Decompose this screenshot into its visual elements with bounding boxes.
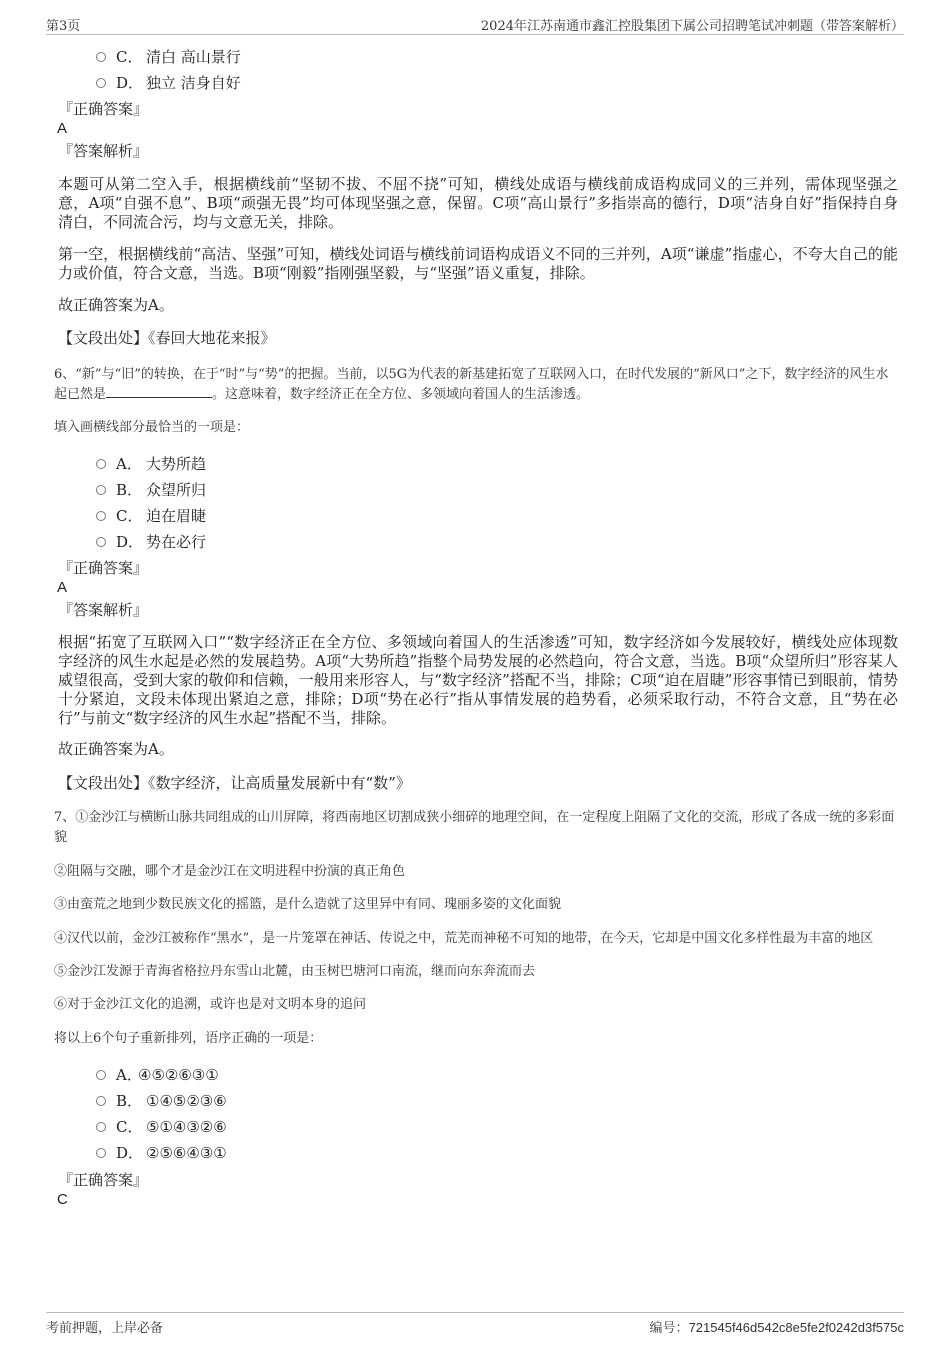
q5-answer: A — [57, 120, 68, 137]
q6-option-a[interactable]: A． 大势所趋 — [96, 454, 206, 474]
radio-icon[interactable] — [96, 537, 106, 547]
q7-answer: C — [57, 1191, 68, 1208]
radio-icon[interactable] — [96, 78, 106, 88]
radio-icon[interactable] — [96, 1148, 106, 1158]
q5-source: 【文段出处】《春回大地花来报》 — [58, 329, 276, 347]
q6-analysis-label: 『答案解析』 — [58, 601, 149, 619]
q7-option-c[interactable]: C． ⑤①④③②⑥ — [96, 1117, 227, 1137]
q7-sentence-1: 7、①金沙江与横断山脉共同组成的山川屏障，将西南地区切割成狭小细碎的地理空间，在一定程度上阻隔了文化的交流，形成了各成一统的多彩面貌 — [54, 810, 895, 845]
q5-analysis-paragraph: 第一空，根据横线前“高洁、坚强”可知，横线处词语与横线前词语构成语义不同的三并列，A项“谦虚”指虚心，不夸大自己的能力或价值，符合文意，当选。B项“刚毅”指刚强坚毅，与“坚强”语义重复，排除。 — [58, 245, 898, 282]
q5-analysis-label: 『答案解析』 — [58, 142, 149, 160]
footer-slogan: 考前押题，上岸必备 — [46, 1321, 164, 1336]
q6-conclusion: 故正确答案为A。 — [58, 740, 174, 758]
document-title: 2024年江苏南通市鑫汇控股集团下属公司招聘笔试冲刺题（带答案解析） — [480, 19, 904, 34]
q7-prompt: 将以上6个句子重新排列，语序正确的一项是： — [54, 1031, 323, 1046]
q6-analysis-paragraph: 根据“拓宽了互联网入口”“数字经济正在全方位、多领域向着国人的生活渗透”可知，数字经济如今发展较好，横线处应体现数字经济的风生水起是必然的发展趋势。A项“大势所趋”指整个局势发展的必然趋向，符合文意，当选。B项“众望所归”形容某人威望很高，受到大家的敬仰和信赖，一般用来形容人，与“数字经济”搭配不当，排除；C项“迫在眉睫”形容事情已到眼前，情势十分紧迫，文段未体现出紧迫之意，排除；D项“势在必行”指从事情发展的趋势看，必须采取行动，不符合文意，且“势在必行”与前文“数字经济的风生水起”搭配不当，排除。 — [58, 633, 898, 727]
q5-option-d[interactable]: D． 独立 洁身自好 — [96, 73, 241, 93]
q6-option-b[interactable]: B． 众望所归 — [96, 480, 206, 500]
q7-sentence-5: ⑤金沙江发源于青海省格拉丹东雪山北麓，由玉树巴塘河口南流，继而向东奔流而去 — [54, 964, 536, 979]
q5-analysis-paragraph: 本题可从第二空入手，根据横线前“坚韧不拔、不屈不挠”可知，横线处成语与横线前成语构成同义的三并列，需体现坚强之意，A项“自强不息”、B项“顽强无畏”均可体现坚强之意，保留。C项“高山景行”多指崇高的德行，D项“洁身自好”指保持自身清白，不同流合污，均与文意无关，排除。 — [58, 175, 898, 231]
q6-stem: 6、“新”与“旧”的转换，在于“时”与“势”的把握。当前，以5G为代表的新基建拓宽了互联网入口，在时代发展的“新风口”之下，数字经济的风生水起已然是 。这意味着，数字经济正在全方位、多领域向着国人的生活渗透。 — [54, 367, 889, 402]
radio-icon[interactable] — [96, 1096, 106, 1106]
radio-icon[interactable] — [96, 459, 106, 469]
q7-sentence-4: ④汉代以前，金沙江被称作“黑水”，是一片笼罩在神话、传说之中，荒芜而神秘不可知的地带，在今天，它却是中国文化多样性最为丰富的地区 — [54, 931, 874, 946]
q7-option-b[interactable]: B． ①④⑤②③⑥ — [96, 1091, 227, 1111]
q5-option-c[interactable]: C． 清白 高山景行 — [96, 47, 241, 67]
radio-icon[interactable] — [96, 1122, 106, 1132]
q5-correct-answer-label: 『正确答案』 — [58, 100, 149, 118]
q6-option-c[interactable]: C． 迫在眉睫 — [96, 506, 206, 526]
q6-source: 【文段出处】《数字经济，让高质量发展新中有“数”》 — [58, 774, 411, 792]
q7-sentence-2: ②阻隔与交融，哪个才是金沙江在文明进程中扮演的真正角色 — [54, 864, 406, 879]
q5-conclusion: 故正确答案为A。 — [58, 296, 174, 314]
fill-blank — [106, 385, 212, 398]
q7-correct-answer-label: 『正确答案』 — [58, 1171, 149, 1189]
radio-icon[interactable] — [96, 1070, 106, 1080]
q6-option-d[interactable]: D． 势在必行 — [96, 532, 206, 552]
radio-icon[interactable] — [96, 52, 106, 62]
q6-answer: A — [57, 579, 68, 596]
page-footer — [46, 1312, 904, 1337]
q6-correct-answer-label: 『正确答案』 — [58, 559, 149, 577]
radio-icon[interactable] — [96, 511, 106, 521]
page-number: 第3页 — [46, 19, 81, 34]
radio-icon[interactable] — [96, 485, 106, 495]
q7-sentence-6: ⑥对于金沙江文化的追溯，或许也是对文明本身的追问 — [54, 997, 367, 1012]
q7-sentence-3: ③由蛮荒之地到少数民族文化的摇篮，是什么造就了这里异中有同、瑰丽多姿的文化面貌 — [54, 897, 562, 912]
q6-prompt: 填入画横线部分最恰当的一项是： — [54, 420, 250, 435]
page-header — [46, 14, 904, 35]
footer-code: 编号：721545f46d542c8e5fe2f0242d3f575c — [649, 1320, 904, 1336]
q7-option-d[interactable]: D． ②⑤⑥④③① — [96, 1143, 227, 1163]
q7-option-a[interactable]: A．④⑤②⑥③① — [96, 1065, 219, 1085]
